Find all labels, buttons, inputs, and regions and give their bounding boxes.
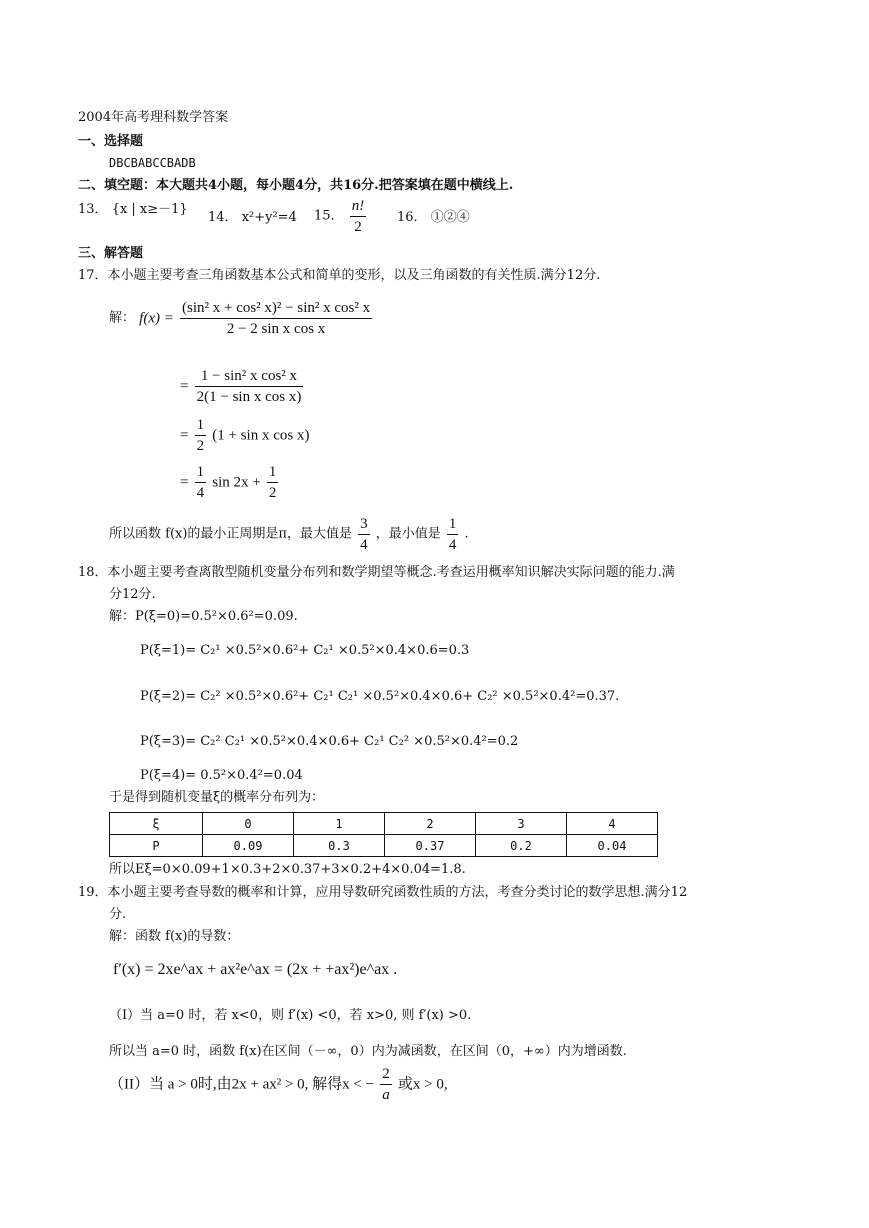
q17-step3-coef-den: 2 <box>196 438 205 454</box>
q17-step4-a-den: 4 <box>196 485 205 501</box>
q17-min-num: 1 <box>447 514 459 535</box>
q13-number: 13． <box>78 202 108 217</box>
q17-step4 <box>180 462 280 506</box>
table-cell: P <box>110 835 203 857</box>
q16-number: 16． <box>397 210 427 225</box>
q17-step3-coef <box>195 415 207 456</box>
q14-number: 14． <box>208 210 238 225</box>
table-cell: 0.09 <box>203 835 294 857</box>
table-cell: 4 <box>567 813 658 835</box>
q18-intro-2: 分12分. <box>109 587 156 602</box>
section-heading-fill: 二、填空题：本大题共4小题，每小题4分，共16分.把答案填在题中横线上. <box>78 178 514 193</box>
section-heading-choice: 一、选择题 <box>78 134 144 149</box>
table-cell: ξ <box>110 813 203 835</box>
table-cell: 0.37 <box>385 835 476 857</box>
q17-min-fraction <box>447 514 459 555</box>
q17-conclusion-c: . <box>464 526 469 542</box>
q18-p0: 解：P(ξ=0)=0.5²×0.6²=0.09. <box>109 609 298 624</box>
q18-p1: P(ξ=1)= C₂¹ ×0.5²×0.6²+ C₂¹ ×0.5²×0.4×0.6=0.3 <box>140 643 470 658</box>
q17-jie: 解： <box>109 310 136 326</box>
q19-intro-2: 分. <box>109 907 127 922</box>
q17-intro: 17．本小题主要考查三角函数基本公式和简单的变形，以及三角函数的有关性质.满分12分. <box>78 268 601 283</box>
q19-intro-1: 19．本小题主要考查导数的概率和计算，应用导数研究函数性质的方法，考查分类讨论的数学思想.满分12 <box>78 885 688 900</box>
q17-step2-denominator: 2(1 − sin x cos x) <box>196 389 302 405</box>
q17-step2-fraction <box>195 366 304 407</box>
q18-p4: P(ξ=4)= 0.5²×0.4²=0.04 <box>140 768 303 783</box>
q17-step3-coef-num: 1 <box>195 415 207 436</box>
q19-case2 <box>109 1064 448 1110</box>
q17-step1-fraction <box>180 298 372 339</box>
q15-fraction <box>350 196 367 237</box>
q19-case2-a: （II）当 a > 0时,由2x + ax² > 0, 解得x < − <box>109 1076 375 1093</box>
q19-case2-fraction <box>380 1064 392 1105</box>
q17-step4-mid: sin 2x + <box>212 474 261 491</box>
table-cell: 0.3 <box>294 835 385 857</box>
q17-step4-b-num: 1 <box>267 462 279 483</box>
q17-equals-3: = <box>180 427 189 444</box>
q18-expectation: 所以Eξ=0×0.09+1×0.3+2×0.37+3×0.2+4×0.04=1.8. <box>109 862 466 877</box>
distribution-table <box>109 812 658 857</box>
q17-conclusion-b: ，最小值是 <box>375 526 441 542</box>
q17-step3 <box>180 415 309 459</box>
q17-equals-4: = <box>180 474 189 491</box>
q13-answer: {x | x≥－1} <box>111 202 188 217</box>
q17-max-fraction <box>358 514 370 555</box>
table-row <box>110 835 658 857</box>
q15-line <box>314 196 368 242</box>
q18-intro-1: 18．本小题主要考查离散型随机变量分布列和数学期望等概念.考查运用概率知识解决实际问题的能力.满 <box>78 565 675 580</box>
q17-step2 <box>180 366 305 410</box>
q17-step4-a-num: 1 <box>195 462 207 483</box>
q17-step4-frac-b <box>267 462 279 503</box>
table-cell: 0.04 <box>567 835 658 857</box>
q17-min-den: 4 <box>448 537 457 553</box>
q19-case1: （I）当 a=0 时，若 x<0，则 f′(x) <0，若 x>0, 则 f′(x) >0. <box>109 1008 472 1023</box>
q19-case2-num: 2 <box>380 1064 392 1085</box>
q17-conclusion-a: 所以函数 f(x)的最小正周期是π，最大值是 <box>109 526 352 542</box>
page-title: 2004年高考理科数学答案 <box>78 110 229 125</box>
q15-numerator: n! <box>350 196 367 217</box>
q19-case1-conclusion: 所以当 a=0 时，函数 f(x)在区间（－∞，0）内为减函数，在区间（0，+∞）内为增函数. <box>109 1044 627 1059</box>
q17-max-den: 4 <box>360 537 368 553</box>
section-heading-solve: 三、解答题 <box>78 246 144 261</box>
q19-case2-den: a <box>382 1087 390 1103</box>
q14-line <box>208 210 297 226</box>
q18-p2: P(ξ=2)= C₂² ×0.5²×0.6²+ C₂¹ C₂¹ ×0.5²×0.4×0.6+ C₂² ×0.5²×0.4²=0.37. <box>140 689 620 704</box>
q17-step2-numerator: 1 − sin² x cos² x <box>195 366 304 387</box>
q17-conclusion <box>109 514 469 558</box>
q15-number: 15． <box>314 208 344 224</box>
q17-step3-rest: (1 + sin x cos x) <box>212 427 310 444</box>
q16-line <box>397 210 470 226</box>
q19-deriv-formula: f′(x) = 2xe^ax + ax²e^ax = (2x + +ax²)e^ax . <box>113 961 398 978</box>
q14-answer: x²+y²=4 <box>241 210 297 225</box>
table-row <box>110 813 658 835</box>
q19-deriv-label: 解：函数 f(x)的导数： <box>109 929 240 944</box>
table-cell: 3 <box>476 813 567 835</box>
q18-table-caption: 于是得到随机变量ξ的概率分布列为： <box>109 790 325 805</box>
q17-step1-denominator: 2 − 2 sin x cos x <box>226 321 326 337</box>
q17-equals-2: = <box>180 378 189 395</box>
q17-step4-b-den: 2 <box>268 485 277 501</box>
table-cell: 0.2 <box>476 835 567 857</box>
q19-case2-b: 或x > 0, <box>397 1076 448 1093</box>
table-cell: 1 <box>294 813 385 835</box>
q18-p3: P(ξ=3)= C₂² C₂¹ ×0.5²×0.4×0.6+ C₂¹ C₂² ×0.5²×0.4²=0.2 <box>140 734 519 749</box>
q17-step1 <box>109 298 374 346</box>
q17-step1-numerator: (sin² x + cos² x)² − sin² x cos² x <box>180 298 372 319</box>
choice-answers: DBCBABCCBADB <box>109 156 196 170</box>
q17-step4-frac-a <box>195 462 207 503</box>
fill-answers-line <box>78 202 188 242</box>
table-cell: 2 <box>385 813 476 835</box>
q16-answer: ①②④ <box>430 210 470 225</box>
q15-denominator: 2 <box>354 219 362 235</box>
q17-lhs: f(x) = <box>139 310 174 327</box>
table-cell: 0 <box>203 813 294 835</box>
q17-max-num: 3 <box>358 514 370 535</box>
